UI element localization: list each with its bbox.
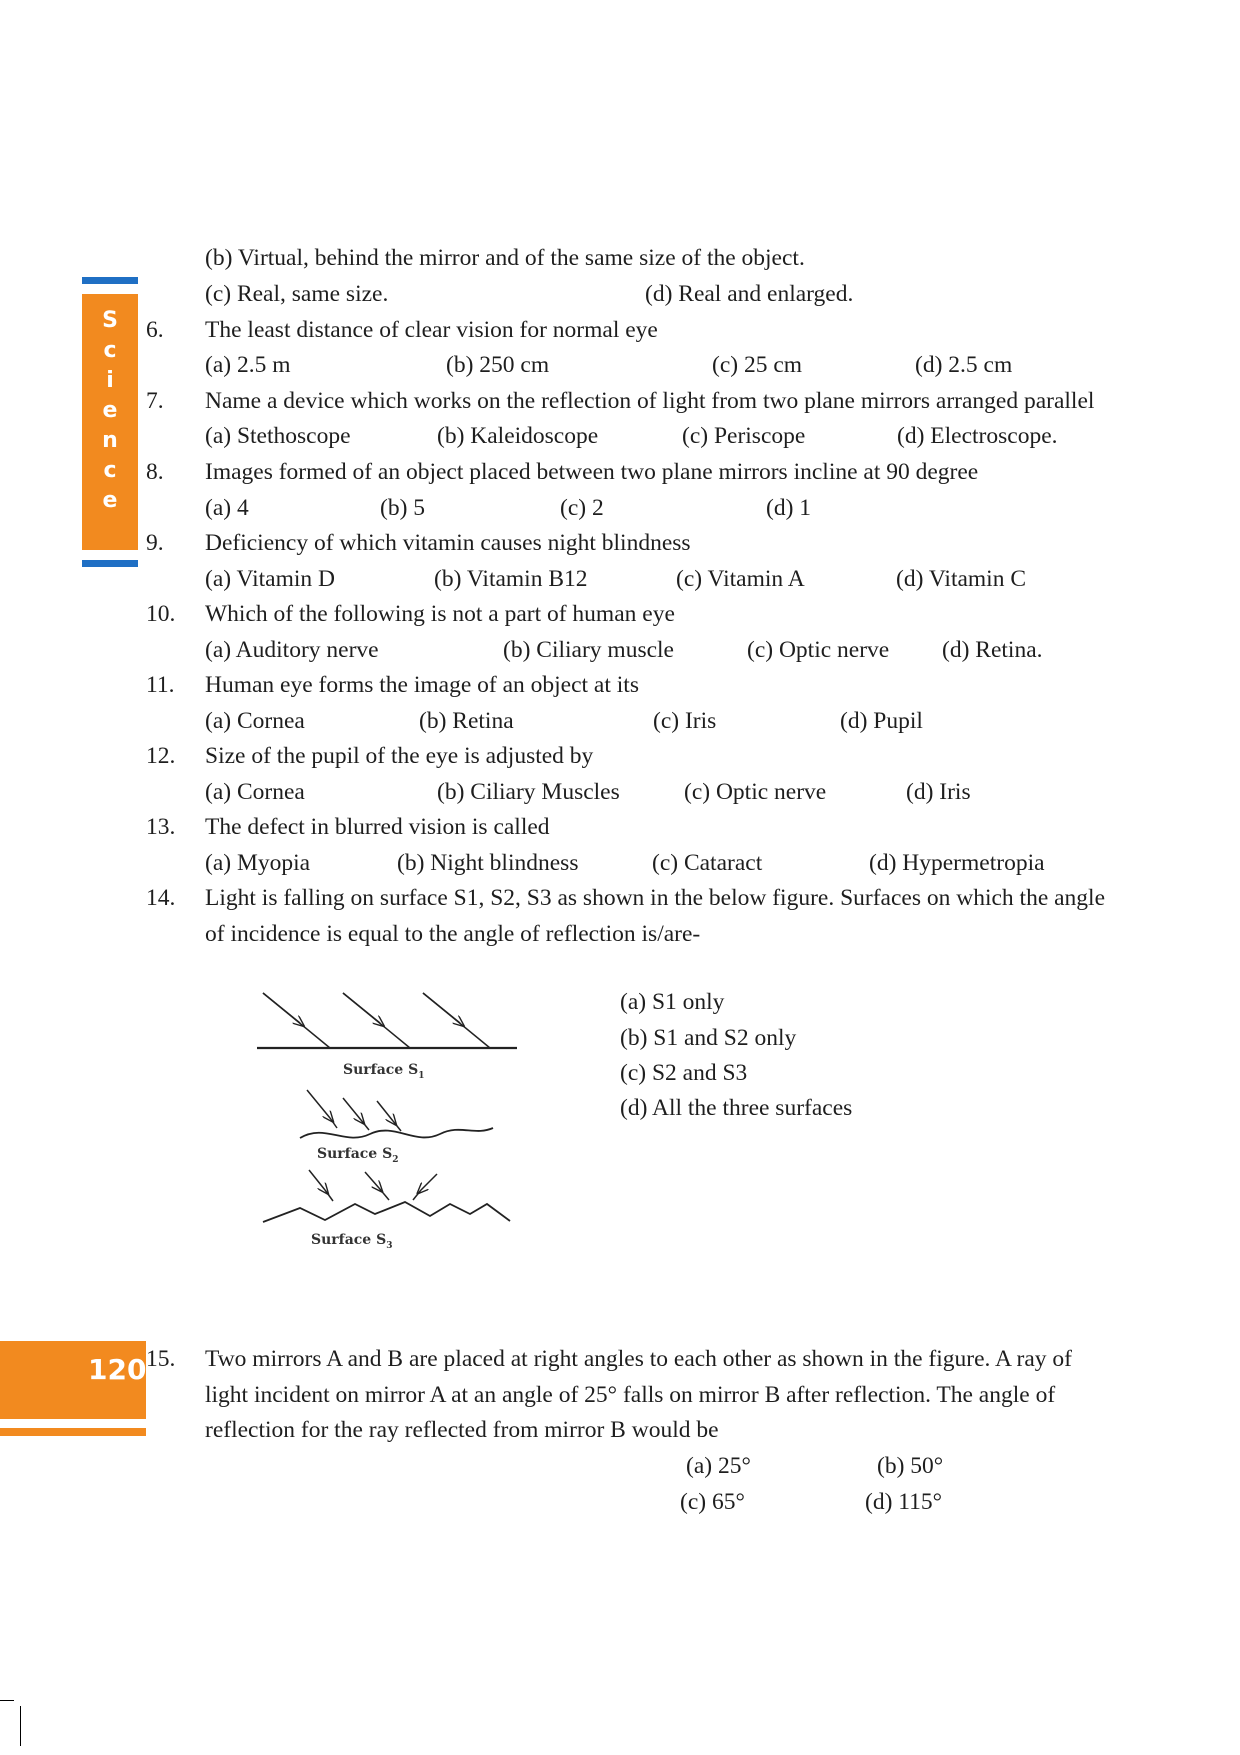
option: (c) 2 [560,495,604,521]
question-text: Light is falling on surface S1, S2, S3 as shown in the below figure. Surfaces on which the angle [205,885,1106,911]
option-line: (b) Virtual, behind the mirror and of the same size of the object. [205,245,805,271]
surface-label: Surface $S_2$ [317,1146,399,1165]
page-number: 120 [88,1353,147,1386]
option: (c) Periscope [682,423,806,449]
option: (d) 115° [865,1489,943,1515]
question-text: The least distance of clear vision for normal eye [205,317,658,343]
question-number: 7. [146,388,164,414]
sideband-letter: c [103,338,117,363]
question-text: of incidence is equal to the angle of reflection is/are- [205,921,701,947]
option: (d) Pupil [840,708,923,734]
surface-label: Surface $S_1$ [343,1062,425,1081]
option: (d) All the three surfaces [620,1095,853,1121]
option: (a) Cornea [205,708,305,734]
question-text: Two mirrors A and B are placed at right angles to each other as shown in the figure. A ray of [205,1346,1072,1372]
option: (c) Iris [653,708,717,734]
option: (b) Retina [419,708,514,734]
option: (a) 4 [205,495,249,521]
option: (d) Retina. [942,637,1043,663]
option: (d) Vitamin C [896,566,1027,592]
surface-s2 [300,1090,493,1165]
option: (a) 25° [686,1453,751,1479]
question-text: Size of the pupil of the eye is adjusted by [205,743,594,769]
option: (b) 50° [877,1453,944,1479]
reflection-surfaces-figure [255,978,535,1278]
page-number-rule [0,1428,146,1436]
option: (b) Ciliary muscle [503,637,674,663]
option: (b) Night blindness [397,850,579,876]
surface-s3 [263,1170,510,1251]
option-line: (d) Real and enlarged. [645,281,854,307]
option: (b) Kaleidoscope [437,423,599,449]
surface-label: Surface $S_3$ [311,1232,393,1251]
sideband-letter: c [103,458,117,483]
surface-s1 [257,993,517,1081]
question-text: The defect in blurred vision is called [205,814,550,840]
option: (a) S1 only [620,989,725,1015]
option: (a) 2.5 m [205,352,291,378]
option: (a) Myopia [205,850,311,876]
question-text: Images formed of an object placed between two plane mirrors incline at 90 degree [205,459,979,485]
sideband-letter: e [102,398,118,423]
question-text: reflection for the ray reflected from mirror B would be [205,1417,719,1443]
sideband-bottom-rule [82,560,138,567]
option: (a) Stethoscope [205,423,351,449]
option: (c) Cataract [652,850,763,876]
option: (b) 5 [380,495,426,521]
sideband-top-rule [82,277,138,284]
sideband-letter: S [102,308,118,333]
question-number: 8. [146,459,164,485]
option: (b) 250 cm [446,352,550,378]
sideband-letter: e [102,488,118,513]
option: (d) Iris [906,779,971,805]
option: (a) Vitamin D [205,566,335,592]
option: (c) S2 and S3 [620,1060,748,1086]
option: (c) Optic nerve [684,779,827,805]
question-number: 11. [146,672,175,698]
option: (b) Vitamin B12 [434,566,588,592]
question-number: 6. [146,317,164,343]
question-text: Name a device which works on the reflection of light from two plane mirrors arranged parallel [205,388,1095,414]
question-number: 9. [146,530,164,556]
question-number: 14. [146,885,176,911]
crop-mark [0,1700,14,1701]
option: (c) 65° [680,1489,745,1515]
option: (d) Electroscope. [897,423,1058,449]
option: (c) 25 cm [712,352,803,378]
option: (b) Ciliary Muscles [437,779,620,805]
option: (c) Optic nerve [747,637,890,663]
option-line: (c) Real, same size. [205,281,389,307]
question-number: 12. [146,743,176,769]
option: (b) S1 and S2 only [620,1025,797,1051]
question-text: light incident on mirror A at an angle of 25° falls on mirror B after reflection. The angle of [205,1382,1056,1408]
option: (a) Cornea [205,779,305,805]
question-number: 13. [146,814,176,840]
option: (c) Vitamin A [676,566,805,592]
question-text: Deficiency of which vitamin causes night blindness [205,530,691,556]
question-text: Which of the following is not a part of human eye [205,601,675,627]
option: (d) Hypermetropia [869,850,1045,876]
question-number: 10. [146,601,176,627]
option: (a) Auditory nerve [205,637,379,663]
crop-mark [20,1706,21,1746]
sideband-letter: n [102,428,118,453]
question-text: Human eye forms the image of an object at its [205,672,639,698]
option: (d) 2.5 cm [915,352,1013,378]
option: (d) 1 [766,495,812,521]
question-number: 15. [146,1346,176,1372]
sideband-letter: i [106,368,114,393]
subject-sideband [82,294,138,550]
